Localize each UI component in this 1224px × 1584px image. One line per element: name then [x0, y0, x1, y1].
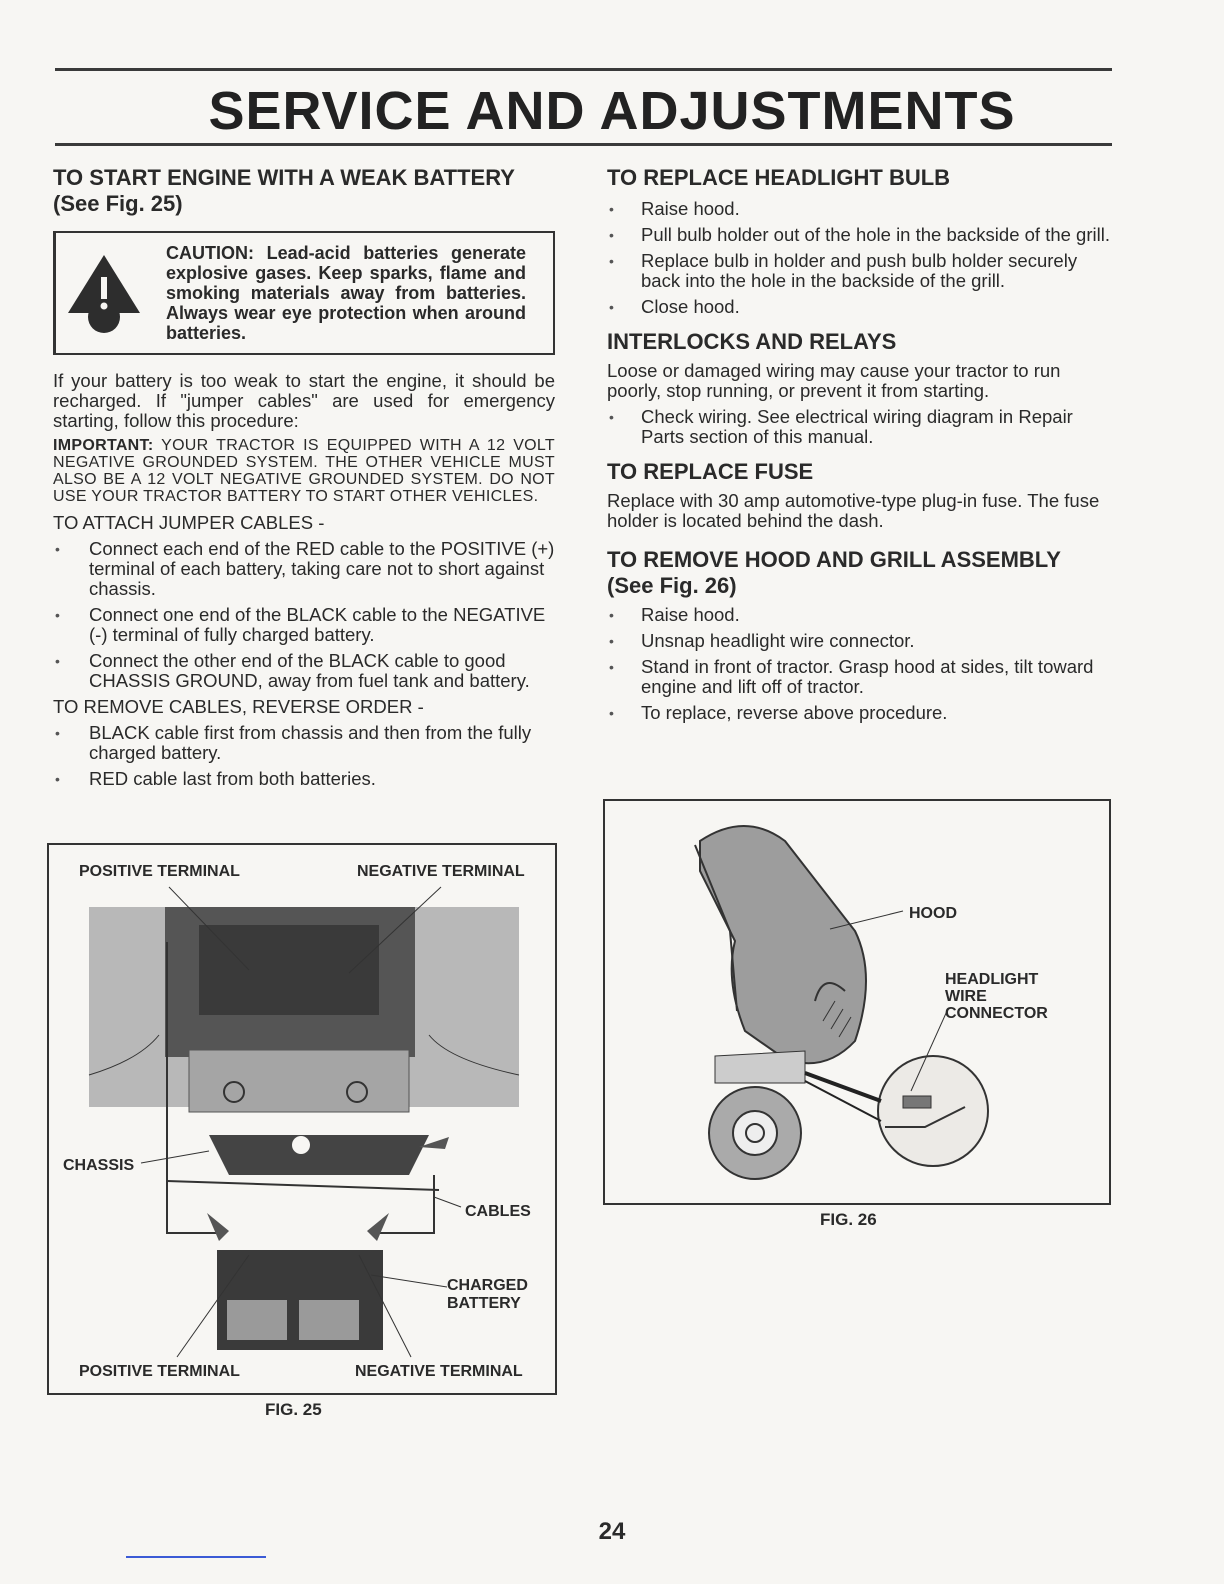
title-underline — [55, 143, 1112, 146]
fuse-heading: TO REPLACE FUSE — [607, 459, 814, 484]
charged-battery-label — [447, 1277, 528, 1313]
figure-26-caption: FIG. 26 — [820, 1210, 877, 1229]
important-notice — [53, 437, 555, 505]
important-text: YOUR TRACTOR IS EQUIPPED WITH A 12 VOLT NEGATIVE GROUNDED SYSTEM. THE OTHER VEHICLE MUST ALSO BE A 12 VOLT NEGATIVE GROUNDED SYSTEM. DO NOT USE YOUR TRACTOR BATTERY TO START OTHER VEHICLES. — [53, 437, 555, 505]
headlight-label-line1: HEADLIGHT — [945, 971, 1039, 988]
warning-icon — [66, 251, 142, 335]
fuse-text: Replace with 30 amp automotive-type plug-in fuse. The fuse holder is located behind the dash. — [607, 490, 1100, 531]
attach-steps — [53, 539, 555, 691]
hood-heading — [607, 547, 1112, 599]
weak-battery-intro: If your battery is too weak to start the engine, it should be recharged. If "jumper cables" are used for emergency starting, follow this procedure: — [53, 370, 555, 431]
attach-heading: TO ATTACH JUMPER CABLES - — [53, 512, 325, 533]
headlight-heading: TO REPLACE HEADLIGHT BULB — [607, 165, 951, 190]
hood-label: HOOD — [909, 905, 957, 922]
list-item: • Connect each end of the RED cable to the POSITIVE (+) terminal of each battery, taking care not to short against chassis. — [53, 539, 555, 599]
weak-battery-heading-line2: (See Fig. 25) — [53, 191, 183, 216]
caution-box — [53, 231, 555, 355]
list-item: • Check wiring. See electrical wiring diagram in Repair Parts section of this manual. — [607, 407, 1112, 447]
charged-label-line2: BATTERY — [447, 1295, 521, 1312]
chassis-label: CHASSIS — [63, 1157, 135, 1174]
hood-steps — [607, 605, 1112, 723]
list-item: • Unsnap headlight wire connector. — [607, 631, 1112, 651]
list-item: • Raise hood. — [607, 605, 1112, 625]
positive-terminal-bottom-label: POSITIVE TERMINAL — [79, 1363, 240, 1380]
list-item: • BLACK cable first from chassis and then from the fully charged battery. — [53, 723, 555, 763]
list-item: • To replace, reverse above procedure. — [607, 703, 1112, 723]
list-item: • RED cable last from both batteries. — [53, 769, 555, 789]
headlight-steps — [607, 199, 1112, 317]
list-item: • Raise hood. — [607, 199, 1112, 219]
headlight-label-line2: WIRE — [945, 988, 987, 1005]
bottom-link-bar[interactable] — [126, 1556, 266, 1558]
headlight-connector-label — [945, 971, 1048, 1022]
page-number: 24 — [598, 1518, 626, 1545]
interlocks-steps — [607, 407, 1112, 447]
list-item: • Stand in front of tractor. Grasp hood at sides, tilt toward engine and lift off of tractor. — [607, 657, 1112, 697]
negative-terminal-top-label: NEGATIVE TERMINAL — [357, 863, 525, 880]
negative-terminal-bottom-label: NEGATIVE TERMINAL — [355, 1363, 523, 1380]
hood-heading-line2: (See Fig. 26) — [607, 573, 737, 598]
left-column — [53, 165, 555, 795]
positive-terminal-top-label: POSITIVE TERMINAL — [79, 863, 240, 880]
charged-label-line1: CHARGED — [447, 1277, 528, 1294]
weak-battery-heading-line1: TO START ENGINE WITH A WEAK BATTERY — [53, 165, 515, 190]
page-title: SERVICE AND ADJUSTMENTS — [208, 81, 1016, 141]
cables-label: CABLES — [465, 1203, 531, 1220]
list-item: • Connect the other end of the BLACK cable to good CHASSIS GROUND, away from fuel tank and battery. — [53, 651, 555, 691]
figure-25-caption: FIG. 25 — [265, 1400, 322, 1419]
hood-heading-line1: TO REMOVE HOOD AND GRILL ASSEMBLY — [607, 547, 1061, 572]
caution-text: CAUTION: Lead-acid batteries generate explosive gases. Keep sparks, flame and smoking materials away from batteries. Always wear eye protection when around batteries. — [166, 243, 526, 343]
right-column — [607, 165, 1112, 729]
interlocks-text: Loose or damaged wiring may cause your tractor to run poorly, stop running, or prevent it from starting. — [607, 360, 1061, 401]
figure-25 — [47, 843, 557, 1395]
remove-steps — [53, 723, 555, 789]
figure-26 — [603, 799, 1111, 1205]
list-item: • Replace bulb in holder and push bulb holder securely back into the hole in the backside of the grill. — [607, 251, 1112, 291]
remove-heading: TO REMOVE CABLES, REVERSE ORDER - — [53, 696, 424, 717]
headlight-label-line3: CONNECTOR — [945, 1005, 1048, 1022]
weak-battery-heading — [53, 165, 555, 217]
interlocks-heading: INTERLOCKS AND RELAYS — [607, 329, 897, 354]
list-item: • Close hood. — [607, 297, 1112, 317]
list-item: • Pull bulb holder out of the hole in the backside of the grill. — [607, 225, 1112, 245]
list-item: • Connect one end of the BLACK cable to the NEGATIVE (-) terminal of fully charged battery. — [53, 605, 555, 645]
important-label: IMPORTANT: — [53, 437, 154, 454]
top-rule — [55, 68, 1112, 71]
